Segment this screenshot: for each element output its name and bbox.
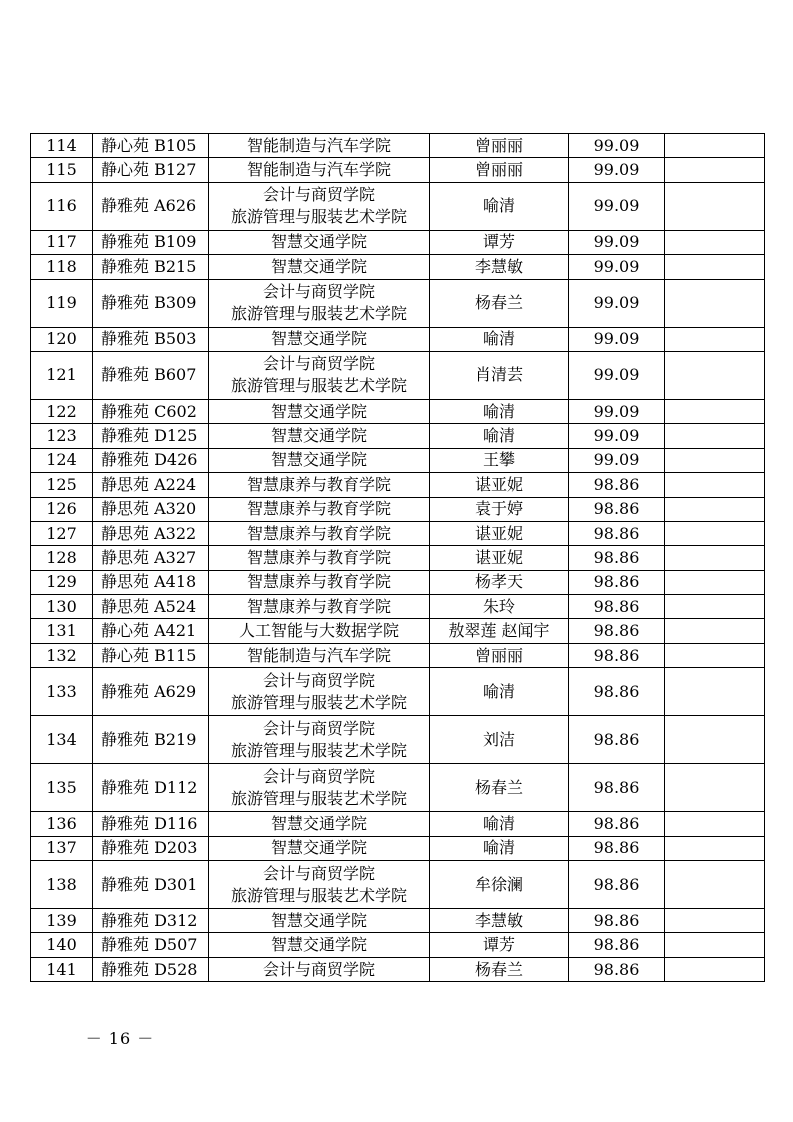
- score-cell: 98.86: [569, 716, 665, 764]
- responsible-person-cell: 肖清芸: [430, 351, 569, 399]
- dorm-room-cell: 静雅苑 D112: [93, 764, 209, 812]
- college-name: 旅游管理与服装艺术学院: [230, 376, 407, 396]
- college-cell: [209, 448, 430, 472]
- college-name: 旅游管理与服装艺术学院: [230, 207, 407, 227]
- college-name: 会计与商贸学院: [262, 863, 375, 883]
- responsible-person-cell: 杨春兰: [430, 279, 569, 327]
- note-cell: [665, 619, 765, 643]
- dorm-room-cell: 静思苑 A418: [93, 570, 209, 594]
- note-cell: [665, 909, 765, 933]
- college-name: 智慧交通学院: [270, 401, 367, 421]
- table-row: [31, 595, 765, 619]
- score-cell: 98.86: [569, 812, 665, 836]
- score-cell: 98.86: [569, 764, 665, 812]
- score-cell: 98.86: [569, 497, 665, 521]
- row-number-cell: 119: [31, 279, 93, 327]
- college-name: 会计与商贸学院: [262, 282, 375, 302]
- responsible-person-cell: 喻清: [430, 327, 569, 351]
- table-row: [31, 327, 765, 351]
- responsible-person-cell: 喻清: [430, 182, 569, 230]
- row-number-cell: 138: [31, 861, 93, 909]
- college-name: 旅游管理与服装艺术学院: [230, 304, 407, 324]
- score-cell: 98.86: [569, 909, 665, 933]
- note-cell: [665, 473, 765, 497]
- table-row: [31, 182, 765, 230]
- note-cell: [665, 836, 765, 860]
- college-name: 会计与商贸学院: [262, 354, 375, 374]
- dormitory-score-table-wrap: [30, 133, 765, 982]
- responsible-person-cell: 谌亚妮: [430, 546, 569, 570]
- college-name: 旅游管理与服装艺术学院: [230, 788, 407, 808]
- dorm-room-cell: 静心苑 B127: [93, 158, 209, 182]
- college-name: 智慧交通学院: [270, 910, 367, 930]
- college-cell: [209, 570, 430, 594]
- responsible-person-cell: 杨春兰: [430, 957, 569, 981]
- college-name: 智慧康养与教育学院: [246, 596, 391, 616]
- dorm-room-cell: 静雅苑 D301: [93, 861, 209, 909]
- dorm-room-cell: 静雅苑 D203: [93, 836, 209, 860]
- responsible-person-cell: 谌亚妮: [430, 473, 569, 497]
- score-cell: 99.09: [569, 399, 665, 423]
- row-number-cell: 134: [31, 716, 93, 764]
- row-number-cell: 132: [31, 643, 93, 667]
- dorm-room-cell: 静思苑 A327: [93, 546, 209, 570]
- note-cell: [665, 570, 765, 594]
- table-row: [31, 399, 765, 423]
- note-cell: [665, 716, 765, 764]
- dorm-room-cell: 静思苑 A322: [93, 521, 209, 545]
- table-row: [31, 521, 765, 545]
- score-cell: 99.09: [569, 134, 665, 158]
- note-cell: [665, 279, 765, 327]
- responsible-person-cell: 曾丽丽: [430, 158, 569, 182]
- college-name: 智能制造与汽车学院: [246, 135, 391, 155]
- college-cell: [209, 546, 430, 570]
- score-cell: 98.86: [569, 957, 665, 981]
- college-name: 智慧康养与教育学院: [246, 547, 391, 567]
- page-number: － 16 －: [85, 1029, 155, 1048]
- dorm-room-cell: 静雅苑 D507: [93, 933, 209, 957]
- responsible-person-cell: 喻清: [430, 812, 569, 836]
- responsible-person-cell: 杨孝天: [430, 570, 569, 594]
- dorm-room-cell: 静雅苑 A626: [93, 182, 209, 230]
- note-cell: [665, 134, 765, 158]
- college-cell: [209, 230, 430, 254]
- row-number-cell: 125: [31, 473, 93, 497]
- college-cell: [209, 473, 430, 497]
- college-name: 智慧交通学院: [270, 329, 367, 349]
- row-number-cell: 140: [31, 933, 93, 957]
- score-cell: 98.86: [569, 521, 665, 545]
- responsible-person-cell: 袁于婷: [430, 497, 569, 521]
- college-cell: [209, 668, 430, 716]
- responsible-person-cell: 谌亚妮: [430, 521, 569, 545]
- table-row: [31, 668, 765, 716]
- score-cell: 99.09: [569, 158, 665, 182]
- dorm-room-cell: 静雅苑 A629: [93, 668, 209, 716]
- row-number-cell: 128: [31, 546, 93, 570]
- college-name: 旅游管理与服装艺术学院: [230, 885, 407, 905]
- college-name: 会计与商贸学院: [262, 718, 375, 738]
- row-number-cell: 136: [31, 812, 93, 836]
- note-cell: [665, 933, 765, 957]
- note-cell: [665, 230, 765, 254]
- dorm-room-cell: 静思苑 A224: [93, 473, 209, 497]
- row-number-cell: 123: [31, 424, 93, 448]
- college-cell: [209, 134, 430, 158]
- note-cell: [665, 255, 765, 279]
- note-cell: [665, 957, 765, 981]
- college-name: 旅游管理与服装艺术学院: [230, 740, 407, 760]
- college-cell: [209, 158, 430, 182]
- college-name: 会计与商贸学院: [262, 766, 375, 786]
- responsible-person-cell: 曾丽丽: [430, 643, 569, 667]
- note-cell: [665, 643, 765, 667]
- college-cell: [209, 812, 430, 836]
- note-cell: [665, 327, 765, 351]
- table-row: [31, 134, 765, 158]
- responsible-person-cell: 杨春兰: [430, 764, 569, 812]
- row-number-cell: 117: [31, 230, 93, 254]
- row-number-cell: 115: [31, 158, 93, 182]
- college-name: 智慧交通学院: [270, 426, 367, 446]
- table-body: [31, 134, 765, 982]
- college-name: 智慧康养与教育学院: [246, 523, 391, 543]
- row-number-cell: 141: [31, 957, 93, 981]
- note-cell: [665, 424, 765, 448]
- college-name: 会计与商贸学院: [262, 185, 375, 205]
- table-row: [31, 497, 765, 521]
- row-number-cell: 129: [31, 570, 93, 594]
- college-cell: [209, 643, 430, 667]
- dorm-room-cell: 静雅苑 D312: [93, 909, 209, 933]
- dorm-room-cell: 静雅苑 B503: [93, 327, 209, 351]
- college-cell: [209, 836, 430, 860]
- table-row: [31, 546, 765, 570]
- score-cell: 98.86: [569, 546, 665, 570]
- college-cell: [209, 521, 430, 545]
- row-number-cell: 127: [31, 521, 93, 545]
- note-cell: [665, 668, 765, 716]
- dorm-room-cell: 静雅苑 B109: [93, 230, 209, 254]
- score-cell: 99.09: [569, 424, 665, 448]
- college-cell: [209, 619, 430, 643]
- college-name: 会计与商贸学院: [262, 670, 375, 690]
- note-cell: [665, 812, 765, 836]
- responsible-person-cell: 喻清: [430, 668, 569, 716]
- dorm-room-cell: 静雅苑 C602: [93, 399, 209, 423]
- responsible-person-cell: 谭芳: [430, 933, 569, 957]
- note-cell: [665, 861, 765, 909]
- note-cell: [665, 158, 765, 182]
- row-number-cell: 139: [31, 909, 93, 933]
- score-cell: 99.09: [569, 230, 665, 254]
- dorm-room-cell: 静思苑 A320: [93, 497, 209, 521]
- college-cell: [209, 255, 430, 279]
- row-number-cell: 114: [31, 134, 93, 158]
- college-name: 人工智能与大数据学院: [238, 621, 399, 641]
- college-cell: [209, 716, 430, 764]
- college-cell: [209, 279, 430, 327]
- dormitory-score-table: [30, 133, 765, 982]
- table-row: [31, 255, 765, 279]
- table-row: [31, 861, 765, 909]
- table-row: [31, 909, 765, 933]
- table-row: [31, 812, 765, 836]
- score-cell: 98.86: [569, 836, 665, 860]
- score-cell: 99.09: [569, 279, 665, 327]
- college-cell: [209, 595, 430, 619]
- college-cell: [209, 327, 430, 351]
- college-name: 旅游管理与服装艺术学院: [230, 692, 407, 712]
- college-name: 会计与商贸学院: [262, 959, 375, 979]
- row-number-cell: 137: [31, 836, 93, 860]
- college-cell: [209, 764, 430, 812]
- dorm-room-cell: 静雅苑 B215: [93, 255, 209, 279]
- note-cell: [665, 182, 765, 230]
- table-row: [31, 933, 765, 957]
- responsible-person-cell: 喻清: [430, 836, 569, 860]
- table-row: [31, 764, 765, 812]
- score-cell: 99.09: [569, 327, 665, 351]
- responsible-person-cell: 曾丽丽: [430, 134, 569, 158]
- dorm-room-cell: 静雅苑 B309: [93, 279, 209, 327]
- responsible-person-cell: 牟徐澜: [430, 861, 569, 909]
- college-cell: [209, 424, 430, 448]
- college-cell: [209, 909, 430, 933]
- responsible-person-cell: 王攀: [430, 448, 569, 472]
- table-row: [31, 351, 765, 399]
- row-number-cell: 118: [31, 255, 93, 279]
- college-name: 智慧交通学院: [270, 256, 367, 276]
- college-cell: [209, 351, 430, 399]
- table-row: [31, 158, 765, 182]
- table-row: [31, 643, 765, 667]
- note-cell: [665, 521, 765, 545]
- responsible-person-cell: 刘洁: [430, 716, 569, 764]
- dorm-room-cell: 静心苑 A421: [93, 619, 209, 643]
- college-cell: [209, 861, 430, 909]
- college-name: 智慧交通学院: [270, 232, 367, 252]
- responsible-person-cell: 喻清: [430, 424, 569, 448]
- responsible-person-cell: 李慧敏: [430, 909, 569, 933]
- college-cell: [209, 182, 430, 230]
- score-cell: 98.86: [569, 933, 665, 957]
- dorm-room-cell: 静心苑 B105: [93, 134, 209, 158]
- score-cell: 98.86: [569, 643, 665, 667]
- row-number-cell: 122: [31, 399, 93, 423]
- table-row: [31, 279, 765, 327]
- college-name: 智慧交通学院: [270, 450, 367, 470]
- dorm-room-cell: 静心苑 B115: [93, 643, 209, 667]
- college-name: 智慧交通学院: [270, 935, 367, 955]
- college-cell: [209, 497, 430, 521]
- dorm-room-cell: 静雅苑 B219: [93, 716, 209, 764]
- responsible-person-cell: 朱玲: [430, 595, 569, 619]
- row-number-cell: 120: [31, 327, 93, 351]
- table-row: [31, 448, 765, 472]
- table-row: [31, 424, 765, 448]
- college-name: 智能制造与汽车学院: [246, 645, 391, 665]
- score-cell: 99.09: [569, 351, 665, 399]
- college-name: 智慧康养与教育学院: [246, 499, 391, 519]
- dorm-room-cell: 静思苑 A524: [93, 595, 209, 619]
- dorm-room-cell: 静雅苑 D116: [93, 812, 209, 836]
- note-cell: [665, 448, 765, 472]
- college-name: 智慧交通学院: [270, 838, 367, 858]
- table-row: [31, 836, 765, 860]
- row-number-cell: 135: [31, 764, 93, 812]
- dorm-room-cell: 静雅苑 D528: [93, 957, 209, 981]
- college-name: 智慧康养与教育学院: [246, 572, 391, 592]
- note-cell: [665, 351, 765, 399]
- row-number-cell: 116: [31, 182, 93, 230]
- row-number-cell: 126: [31, 497, 93, 521]
- college-name: 智能制造与汽车学院: [246, 160, 391, 180]
- score-cell: 98.86: [569, 473, 665, 497]
- college-name: 智慧交通学院: [270, 813, 367, 833]
- table-row: [31, 473, 765, 497]
- note-cell: [665, 546, 765, 570]
- table-row: [31, 570, 765, 594]
- responsible-person-cell: 谭芳: [430, 230, 569, 254]
- table-row: [31, 957, 765, 981]
- row-number-cell: 124: [31, 448, 93, 472]
- score-cell: 98.86: [569, 619, 665, 643]
- college-cell: [209, 399, 430, 423]
- row-number-cell: 121: [31, 351, 93, 399]
- note-cell: [665, 497, 765, 521]
- score-cell: 99.09: [569, 255, 665, 279]
- college-cell: [209, 957, 430, 981]
- table-row: [31, 619, 765, 643]
- table-row: [31, 716, 765, 764]
- responsible-person-cell: 敖翠莲 赵闻宇: [430, 619, 569, 643]
- row-number-cell: 130: [31, 595, 93, 619]
- row-number-cell: 131: [31, 619, 93, 643]
- note-cell: [665, 399, 765, 423]
- score-cell: 99.09: [569, 448, 665, 472]
- note-cell: [665, 595, 765, 619]
- responsible-person-cell: 喻清: [430, 399, 569, 423]
- college-cell: [209, 933, 430, 957]
- score-cell: 99.09: [569, 182, 665, 230]
- dorm-room-cell: 静雅苑 D426: [93, 448, 209, 472]
- score-cell: 98.86: [569, 570, 665, 594]
- row-number-cell: 133: [31, 668, 93, 716]
- college-name: 智慧康养与教育学院: [246, 474, 391, 494]
- score-cell: 98.86: [569, 595, 665, 619]
- responsible-person-cell: 李慧敏: [430, 255, 569, 279]
- note-cell: [665, 764, 765, 812]
- table-row: [31, 230, 765, 254]
- dorm-room-cell: 静雅苑 B607: [93, 351, 209, 399]
- score-cell: 98.86: [569, 861, 665, 909]
- dorm-room-cell: 静雅苑 D125: [93, 424, 209, 448]
- score-cell: 98.86: [569, 668, 665, 716]
